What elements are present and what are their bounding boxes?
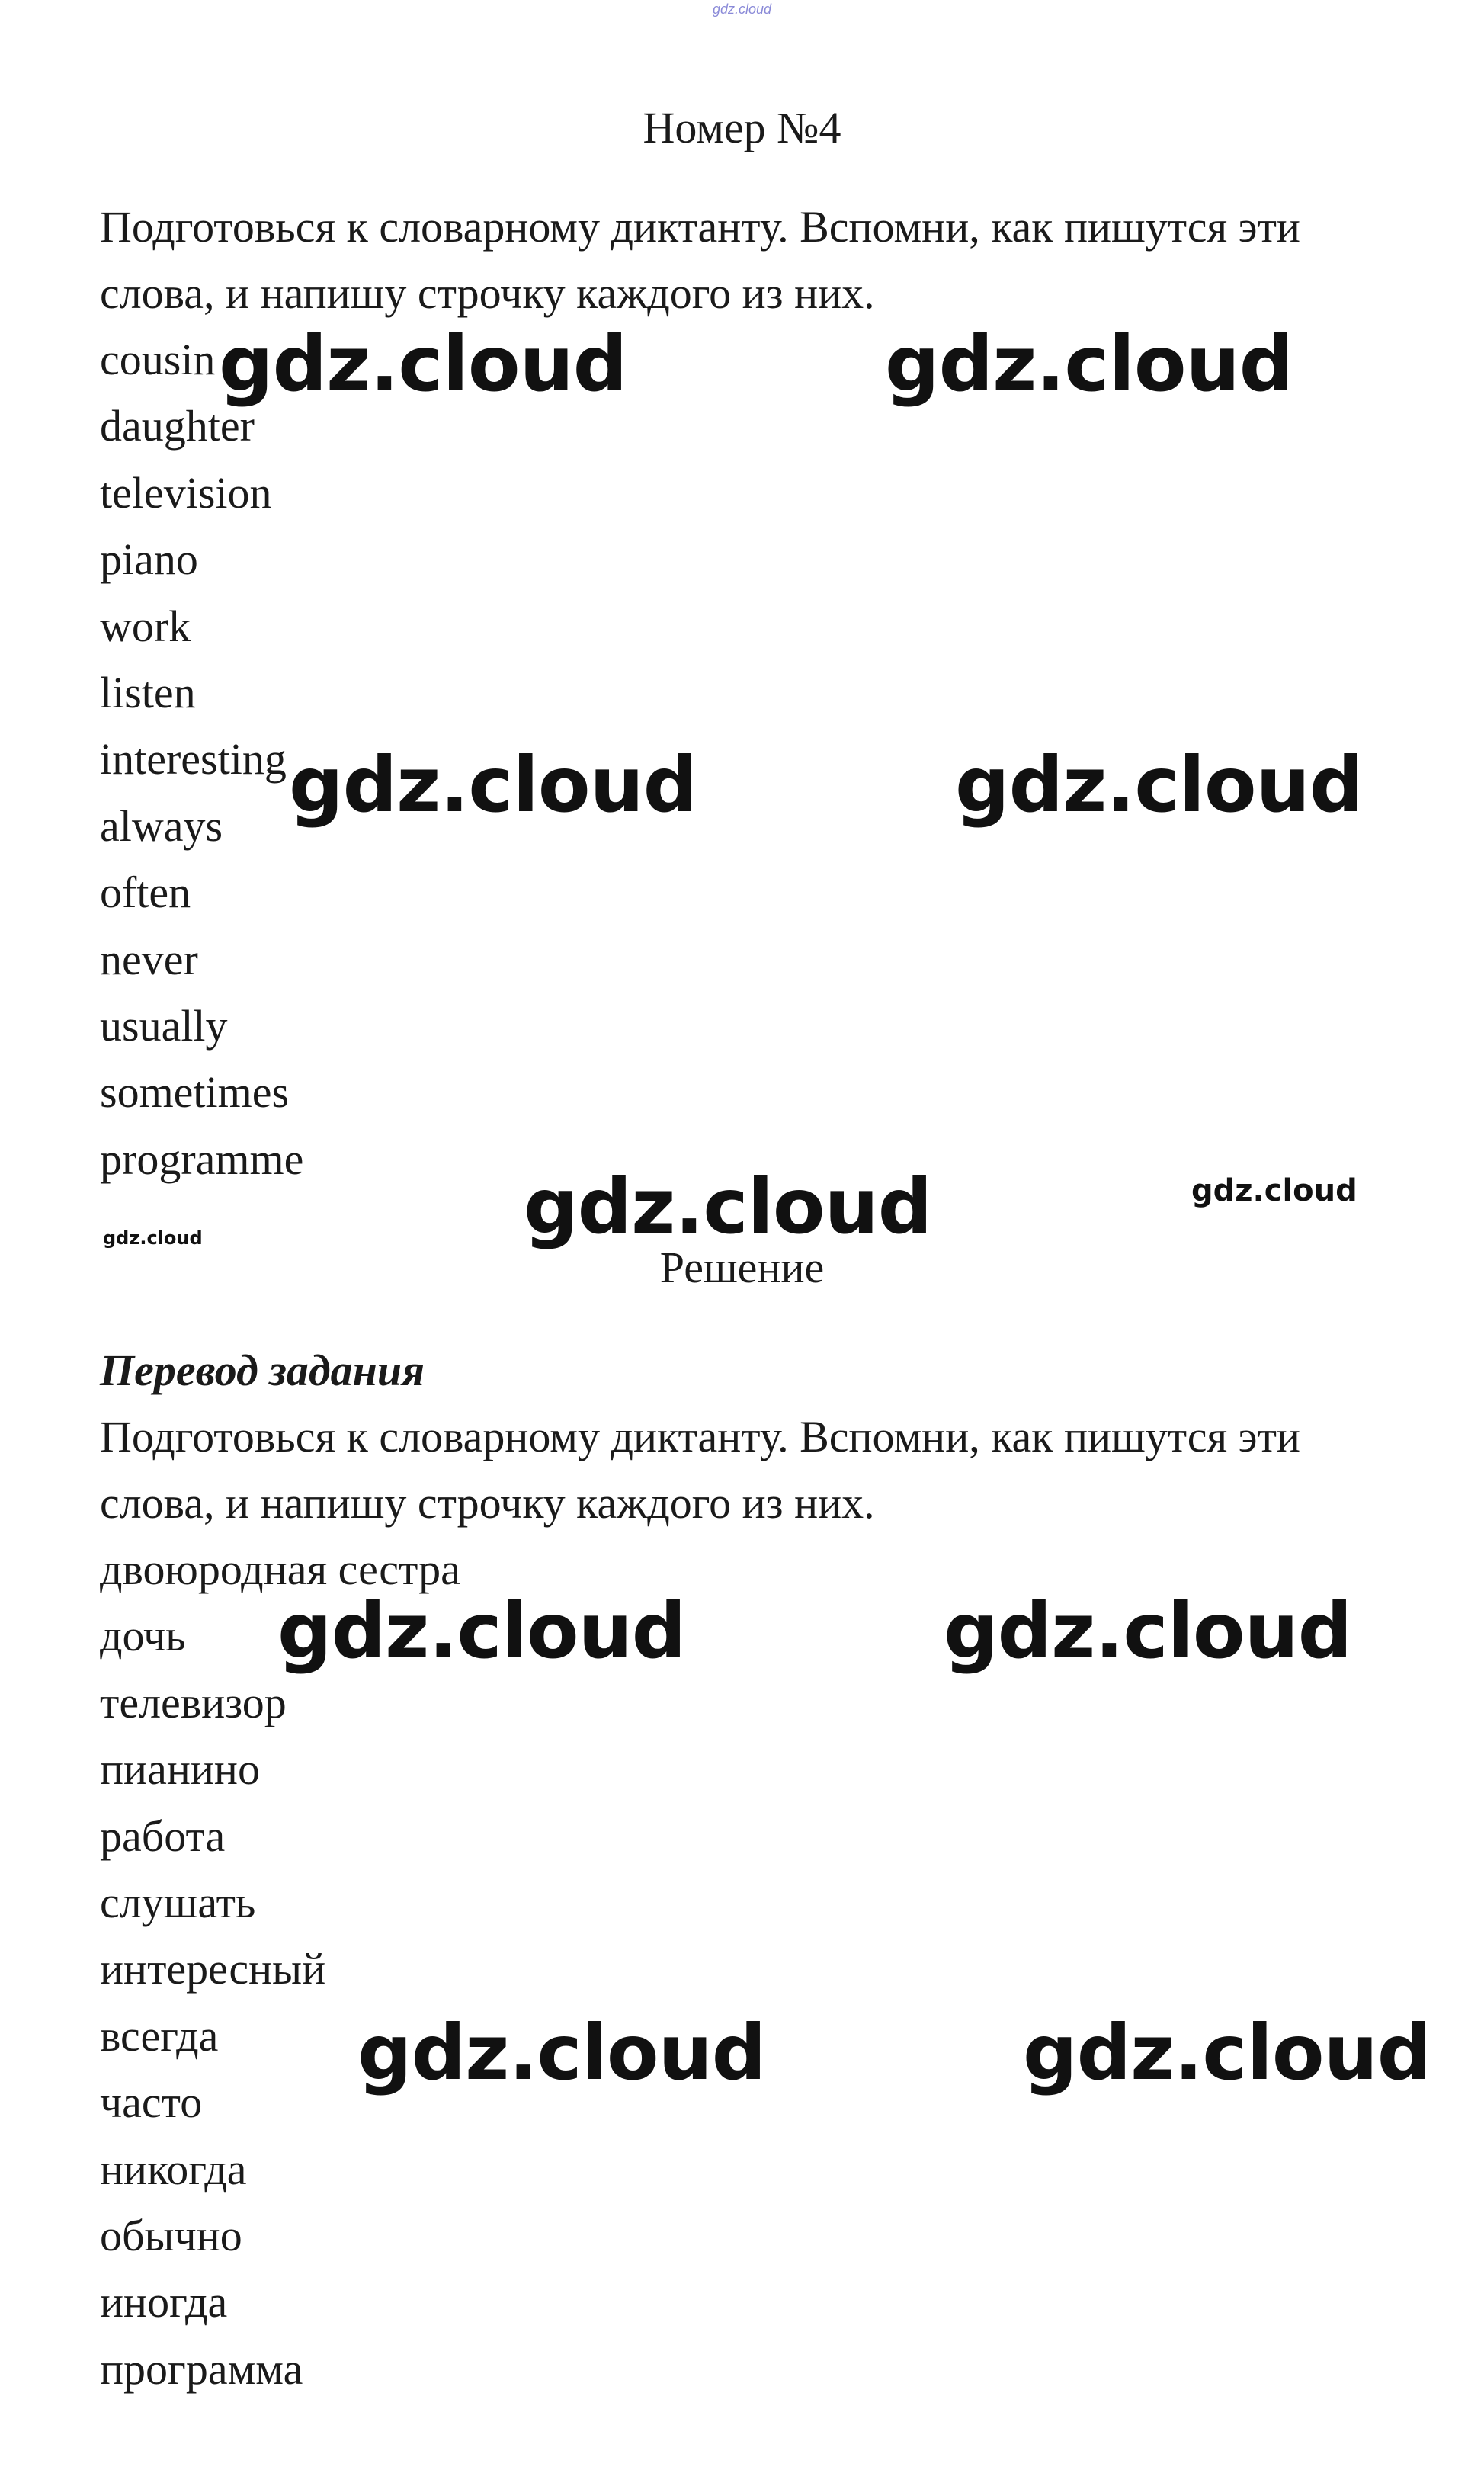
list-item: cousin: [100, 335, 216, 384]
watermark: gdz.cloud: [219, 319, 627, 409]
top-watermark: gdz.cloud: [712, 2, 772, 17]
list-item: всегда: [100, 2010, 219, 2061]
list-item: interesting: [100, 734, 287, 784]
list-item: always: [100, 800, 223, 851]
list-item: программа: [100, 2343, 303, 2394]
watermark: gdz.cloud: [289, 740, 697, 829]
watermark: gdz.cloud: [1191, 1173, 1357, 1208]
list-item: work: [100, 601, 191, 651]
list-item: иногда: [100, 2277, 228, 2327]
watermark: gdz.cloud: [103, 1227, 203, 1249]
list-item: работа: [100, 1811, 226, 1861]
watermark: gdz.cloud: [1023, 2008, 1431, 2097]
translation-instruction-line-2: слова, и напишу строчку каждого из них.: [100, 1478, 875, 1528]
list-item: никогда: [100, 2144, 247, 2194]
list-item: television: [100, 467, 272, 518]
list-item: listen: [100, 667, 196, 717]
watermark: gdz.cloud: [885, 319, 1293, 409]
watermark: gdz.cloud: [524, 1162, 932, 1251]
list-item: usually: [100, 1000, 228, 1051]
list-item: often: [100, 868, 191, 918]
translation-heading: Перевод задания: [100, 1346, 425, 1395]
list-item: piano: [100, 534, 198, 585]
list-item: двоюродная сестра: [100, 1545, 460, 1594]
list-item: обычно: [100, 2210, 242, 2260]
list-item: daughter: [100, 401, 255, 451]
translation-section: [100, 1337, 1380, 2402]
list-item: дочь: [100, 1611, 186, 1661]
list-item: programme: [100, 1134, 304, 1184]
solution-label: Решение: [659, 1243, 825, 1292]
list-item: never: [100, 934, 198, 984]
watermark: gdz.cloud: [944, 1586, 1352, 1676]
list-item: sometimes: [100, 1067, 290, 1118]
watermark: gdz.cloud: [955, 740, 1364, 829]
page-title: Номер №4: [643, 103, 841, 152]
task-instruction-line-1: Подготовься к словарному диктанту. Вспомни, как пишутся эти: [100, 202, 1300, 252]
task-instruction-line-2: слова, и напишу строчку каждого из них.: [100, 268, 875, 318]
list-item: слушать: [100, 1877, 256, 1927]
translation-instruction-line-1: Подготовься к словарному диктанту. Вспомни, как пишутся эти: [100, 1412, 1300, 1461]
watermark: gdz.cloud: [357, 2008, 766, 2097]
watermark: gdz.cloud: [277, 1586, 686, 1676]
list-item: интересный: [100, 1944, 326, 1994]
list-item: телевизор: [100, 1677, 287, 1727]
list-item: часто: [100, 2077, 203, 2128]
list-item: пианино: [100, 1744, 260, 1795]
